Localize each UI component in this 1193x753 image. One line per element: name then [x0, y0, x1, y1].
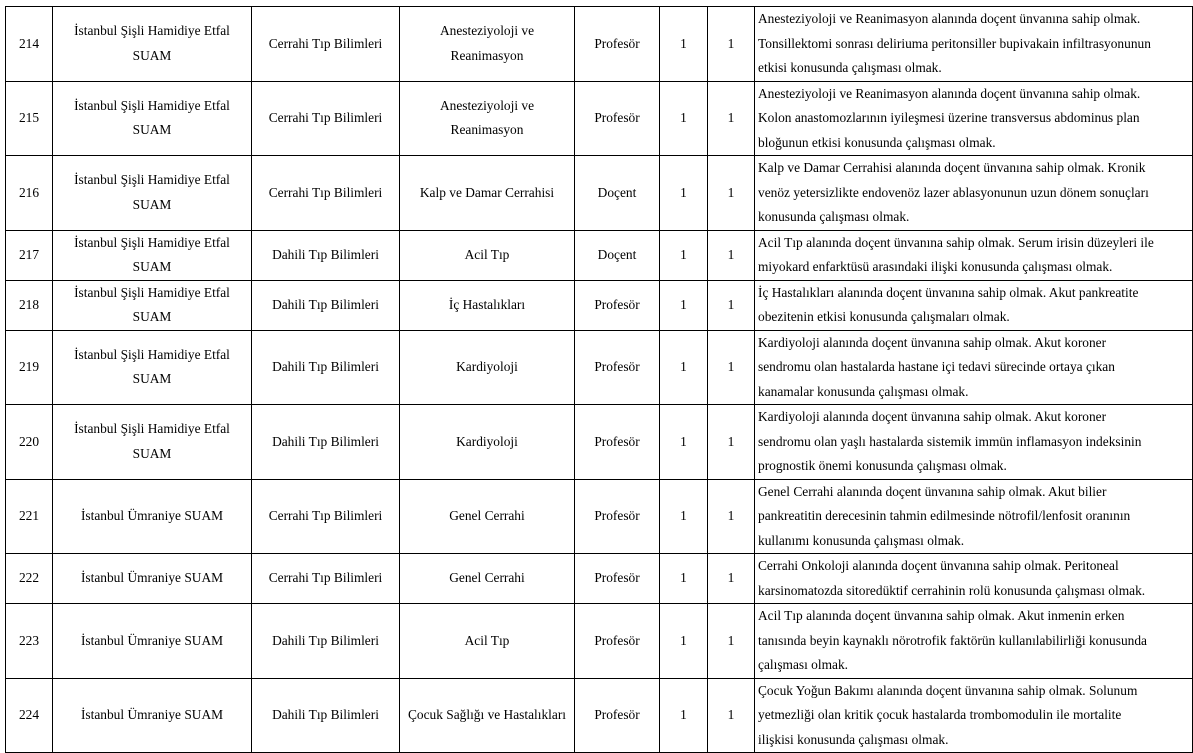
description-line: pankreatitin derecesinin tahmin edilmesinde nötrofil/lenfosit oranının — [758, 508, 1131, 523]
cell-count-b: 1 — [708, 479, 755, 554]
cell-title: Profesör — [575, 405, 660, 480]
cell-count-a: 1 — [660, 156, 708, 231]
cell-description — [755, 678, 1193, 753]
description-line: İç Hastalıkları alanında doçent ünvanına sahip olmak. Akut pankreatite — [758, 284, 1139, 300]
cell-no: 220 — [6, 405, 53, 480]
cell-title: Profesör — [575, 479, 660, 554]
cell-no: 216 — [6, 156, 53, 231]
cell-hospital: İstanbul Şişli Hamidiye Etfal SUAM — [53, 330, 252, 405]
cell-field: Cerrahi Tıp Bilimleri — [252, 479, 400, 554]
cell-hospital: İstanbul Şişli Hamidiye Etfal SUAM — [53, 7, 252, 82]
cell-field: Cerrahi Tıp Bilimleri — [252, 156, 400, 231]
cell-count-a: 1 — [660, 554, 708, 604]
table-row — [6, 604, 1193, 679]
cell-specialty: Anesteziyoloji ve Reanimasyon — [400, 81, 575, 156]
cell-field: Dahili Tıp Bilimleri — [252, 604, 400, 679]
cell-count-b: 1 — [708, 280, 755, 330]
description-line: sendromu olan yaşlı hastalarda sistemik immün inflamasyon indeksinin — [758, 433, 1142, 449]
cell-hospital: İstanbul Şişli Hamidiye Etfal SUAM — [53, 230, 252, 280]
cell-description — [755, 330, 1193, 405]
description-line: Genel Cerrahi alanında doçent ünvanına sahip olmak. Akut bilier — [758, 483, 1107, 499]
description-line: tanısında beyin kaynaklı nörotrofik faktörün kullanılabilirliği konusunda — [758, 632, 1147, 648]
cell-count-a: 1 — [660, 604, 708, 679]
cell-specialty: Acil Tıp — [400, 230, 575, 280]
cell-hospital: İstanbul Ümraniye SUAM — [53, 479, 252, 554]
cell-count-b: 1 — [708, 678, 755, 753]
cell-description — [755, 81, 1193, 156]
description-line: Anesteziyoloji ve Reanimasyon alanında doçent ünvanına sahip olmak. — [758, 11, 1141, 26]
cell-title: Profesör — [575, 678, 660, 753]
table-row — [6, 81, 1193, 156]
staff-positions-table — [5, 6, 1193, 753]
description-line: kullanımı konusunda çalışması olmak. — [758, 532, 965, 548]
cell-specialty: Acil Tıp — [400, 604, 575, 679]
table-row — [6, 405, 1193, 480]
table-row — [6, 280, 1193, 330]
cell-count-b: 1 — [708, 330, 755, 405]
cell-field: Dahili Tıp Bilimleri — [252, 330, 400, 405]
cell-hospital: İstanbul Şişli Hamidiye Etfal SUAM — [53, 156, 252, 231]
cell-title: Doçent — [575, 156, 660, 231]
cell-count-a: 1 — [660, 230, 708, 280]
cell-title: Profesör — [575, 330, 660, 405]
cell-hospital: İstanbul Şişli Hamidiye Etfal SUAM — [53, 405, 252, 480]
cell-hospital: İstanbul Şişli Hamidiye Etfal SUAM — [53, 81, 252, 156]
cell-count-a: 1 — [660, 7, 708, 82]
description-line: karsinomatozda sitoredüktif cerrahinin rolü konusunda çalışması olmak. — [758, 582, 1146, 598]
cell-description — [755, 604, 1193, 679]
cell-count-a: 1 — [660, 479, 708, 554]
description-line: venöz yetersizlikte endovenöz lazer ablasyonunun uzun dönem sonuçları — [758, 184, 1149, 200]
description-line: Tonsillektomi sonrası deliriuma peritonsiller bupivakain infiltrasyonunun — [758, 35, 1151, 51]
cell-count-a: 1 — [660, 81, 708, 156]
description-line: Kardiyoloji alanında doçent ünvanına sahip olmak. Akut koroner — [758, 334, 1107, 350]
cell-field: Cerrahi Tıp Bilimleri — [252, 554, 400, 604]
cell-specialty: Kardiyoloji — [400, 330, 575, 405]
description-line: ilişkisi konusunda çalışması olmak. — [758, 731, 949, 747]
cell-hospital: İstanbul Ümraniye SUAM — [53, 678, 252, 753]
cell-title: Profesör — [575, 604, 660, 679]
cell-field: Dahili Tıp Bilimleri — [252, 230, 400, 280]
cell-title: Profesör — [575, 81, 660, 156]
cell-no: 224 — [6, 678, 53, 753]
cell-count-b: 1 — [708, 81, 755, 156]
cell-title: Profesör — [575, 7, 660, 82]
description-line: miyokard enfarktüsü arasındaki ilişki konusunda çalışması olmak. — [758, 259, 1113, 274]
cell-hospital: İstanbul Şişli Hamidiye Etfal SUAM — [53, 280, 252, 330]
description-line: obezitenin etkisi konusunda çalışmaları olmak. — [758, 309, 1010, 324]
cell-specialty: Kalp ve Damar Cerrahisi — [400, 156, 575, 231]
cell-description — [755, 230, 1193, 280]
description-line: Kolon anastomozlarının iyileşmesi üzerine transversus abdominus plan — [758, 110, 1140, 125]
cell-description — [755, 280, 1193, 330]
cell-description — [755, 554, 1193, 604]
cell-count-b: 1 — [708, 7, 755, 82]
description-line: Kardiyoloji alanında doçent ünvanına sahip olmak. Akut koroner — [758, 409, 1107, 424]
cell-field: Cerrahi Tıp Bilimleri — [252, 81, 400, 156]
cell-hospital: İstanbul Ümraniye SUAM — [53, 554, 252, 604]
cell-field: Dahili Tıp Bilimleri — [252, 405, 400, 480]
cell-count-b: 1 — [708, 604, 755, 679]
cell-specialty: Anesteziyoloji ve Reanimasyon — [400, 7, 575, 82]
description-line: sendromu olan hastalarda hastane içi tedavi sürecinde ortaya çıkan — [758, 359, 1115, 374]
cell-count-a: 1 — [660, 330, 708, 405]
description-line: bloğunun etkisi konusunda çalışması olmak. — [758, 134, 996, 150]
cell-no: 218 — [6, 280, 53, 330]
description-line: çalışması olmak. — [758, 657, 848, 672]
cell-no: 215 — [6, 81, 53, 156]
table-row — [6, 7, 1193, 82]
cell-no: 219 — [6, 330, 53, 405]
cell-specialty: Genel Cerrahi — [400, 554, 575, 604]
table-body — [6, 7, 1193, 753]
table-row — [6, 330, 1193, 405]
description-line: prognostik önemi konusunda çalışması olmak. — [758, 458, 1007, 473]
cell-field: Dahili Tıp Bilimleri — [252, 280, 400, 330]
cell-count-b: 1 — [708, 554, 755, 604]
description-line: Acil Tıp alanında doçent ünvanına sahip olmak. Serum irisin düzeyleri ile — [758, 234, 1154, 250]
cell-no: 223 — [6, 604, 53, 679]
cell-description — [755, 479, 1193, 554]
description-line: Cerrahi Onkoloji alanında doçent ünvanına sahip olmak. Peritoneal — [758, 558, 1119, 573]
cell-no: 222 — [6, 554, 53, 604]
table-row — [6, 678, 1193, 753]
cell-hospital: İstanbul Ümraniye SUAM — [53, 604, 252, 679]
table-row — [6, 479, 1193, 554]
cell-count-a: 1 — [660, 280, 708, 330]
cell-title: Profesör — [575, 554, 660, 604]
staff-table-sheet — [5, 6, 1193, 753]
description-line: konusunda çalışması olmak. — [758, 209, 910, 224]
cell-specialty: İç Hastalıkları — [400, 280, 575, 330]
description-line: etkisi konusunda çalışması olmak. — [758, 60, 942, 75]
cell-description — [755, 156, 1193, 231]
cell-no: 214 — [6, 7, 53, 82]
cell-description — [755, 7, 1193, 82]
cell-title: Profesör — [575, 280, 660, 330]
description-line: Acil Tıp alanında doçent ünvanına sahip olmak. Akut inmenin erken — [758, 608, 1125, 623]
cell-specialty: Kardiyoloji — [400, 405, 575, 480]
description-line: Çocuk Yoğun Bakımı alanında doçent ünvanına sahip olmak. Solunum — [758, 682, 1138, 698]
cell-specialty: Genel Cerrahi — [400, 479, 575, 554]
cell-field: Dahili Tıp Bilimleri — [252, 678, 400, 753]
cell-no: 217 — [6, 230, 53, 280]
description-line: yetmezliği olan kritik çocuk hastalarda trombomodulin ile mortalite — [758, 707, 1122, 722]
cell-count-a: 1 — [660, 678, 708, 753]
cell-count-b: 1 — [708, 156, 755, 231]
description-line: Kalp ve Damar Cerrahisi alanında doçent ünvanına sahip olmak. Kronik — [758, 160, 1146, 175]
cell-title: Doçent — [575, 230, 660, 280]
cell-count-b: 1 — [708, 230, 755, 280]
cell-count-a: 1 — [660, 405, 708, 480]
table-row — [6, 156, 1193, 231]
cell-count-b: 1 — [708, 405, 755, 480]
description-line: kanamalar konusunda çalışması olmak. — [758, 383, 969, 399]
table-row — [6, 554, 1193, 604]
cell-description — [755, 405, 1193, 480]
description-line: Anesteziyoloji ve Reanimasyon alanında doçent ünvanına sahip olmak. — [758, 85, 1141, 101]
cell-no: 221 — [6, 479, 53, 554]
cell-specialty: Çocuk Sağlığı ve Hastalıkları — [400, 678, 575, 753]
cell-field: Cerrahi Tıp Bilimleri — [252, 7, 400, 82]
table-row — [6, 230, 1193, 280]
